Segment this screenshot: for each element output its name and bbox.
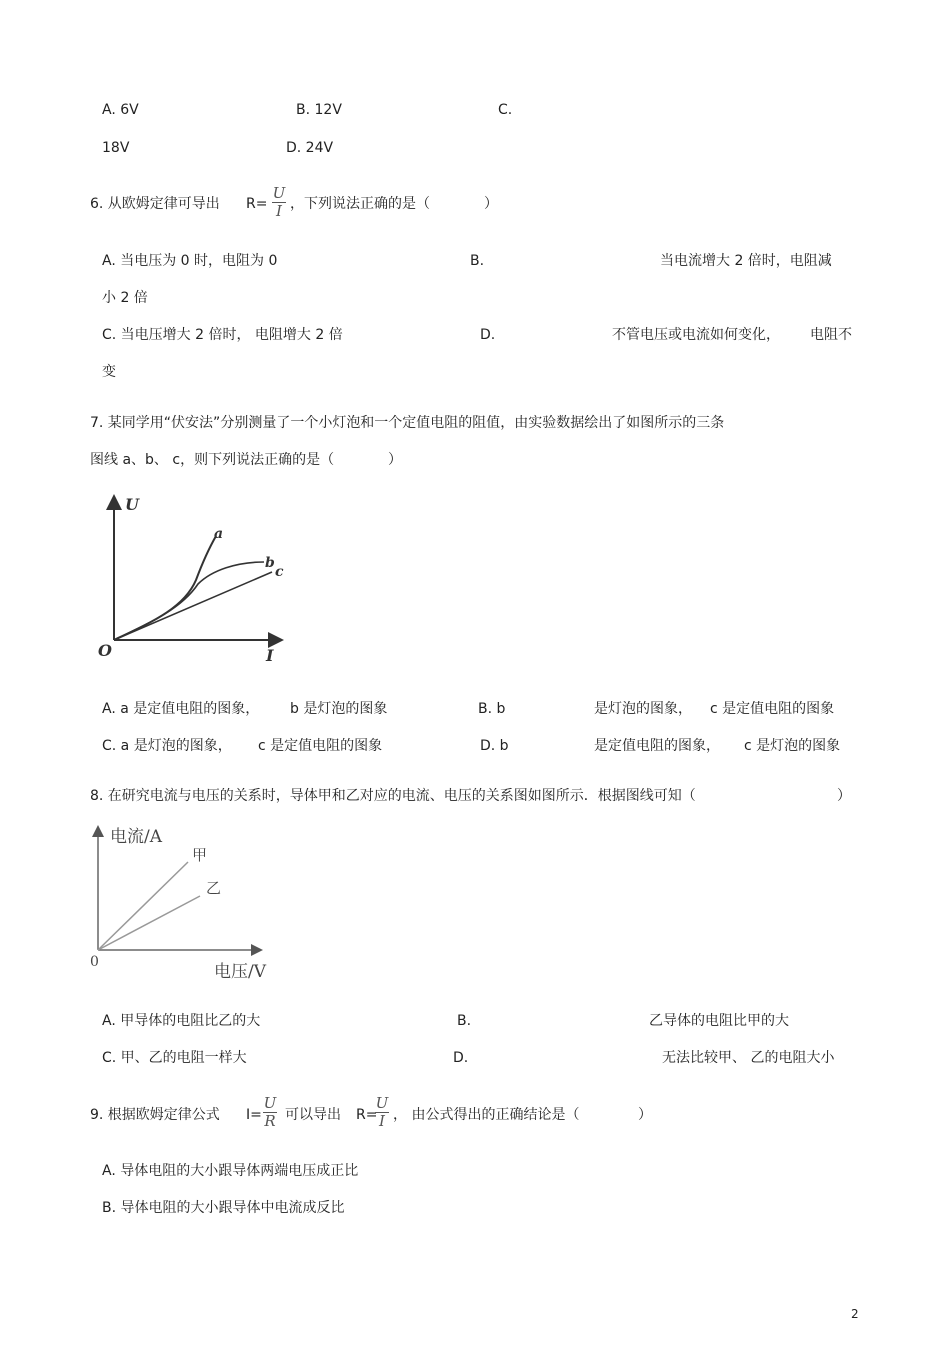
q8-option-c: C. 甲、乙的电阻一样大	[102, 1050, 247, 1066]
q8-y-axis-label: 电流/A	[110, 827, 163, 847]
q8-option-d-text: 无法比较甲、 乙的电阻大小	[662, 1050, 835, 1066]
q6-stem-suffix: ，下列说法正确的是（	[290, 196, 430, 212]
q6-stem-prefix: 6. 从欧姆定律可导出	[90, 196, 220, 212]
q8-option-b-text: 乙导体的电阻比甲的大	[649, 1013, 789, 1029]
q5-option-d: D. 24V	[286, 140, 334, 156]
q7-option-c: C. a 是灯泡的图象，	[102, 738, 232, 754]
q8-x-axis-label: 电压/V	[214, 962, 267, 982]
q7-option-d-part3: c 是灯泡的图象	[744, 738, 841, 754]
q8-line-yi	[98, 896, 200, 950]
q5-option-b: B. 12V	[296, 102, 342, 118]
q8-line-jia	[98, 862, 188, 950]
q7-option-a: A. a 是定值电阻的图象，	[102, 701, 260, 717]
q7-option-c-part2: c 是定值电阻的图象	[258, 738, 383, 754]
q8-origin-label: 0	[90, 954, 99, 970]
q9-fraction-2	[375, 1096, 389, 1129]
q6-fraction-denominator: I	[276, 202, 282, 220]
q6-paren-close: ）	[484, 196, 498, 212]
q9-stem-prefix: 9. 根据欧姆定律公式	[90, 1107, 220, 1123]
q8-option-d-letter: D.	[453, 1050, 469, 1066]
q6-option-a: A. 当电压为 0 时，电阻为 0	[102, 253, 278, 269]
q7-origin-label: O	[98, 641, 112, 660]
q7-line-c-label: c	[275, 564, 284, 580]
q9-stem-mid: 可以导出	[285, 1107, 341, 1123]
q6-formula-lhs: R=	[246, 196, 268, 212]
q7-curve-b	[114, 562, 264, 640]
q7-option-d-part2: 是定值电阻的图象，	[594, 738, 720, 754]
q7-y-axis-label: U	[125, 495, 139, 514]
q9-fraction-1	[263, 1096, 277, 1129]
q7-option-d: D. b	[480, 738, 509, 754]
q5-option-c: C.	[498, 102, 513, 118]
page-number: 2	[851, 1307, 859, 1321]
q9-option-a: A. 导体电阻的大小跟导体两端电压成正比	[102, 1163, 359, 1179]
q6-option-d-letter: D.	[480, 327, 496, 343]
q6-option-b-letter: B.	[470, 253, 485, 269]
q8-line-yi-label: 乙	[206, 879, 222, 897]
q6-option-d-text-end: 电阻不	[810, 327, 852, 343]
q6-fraction	[272, 186, 286, 219]
q9-fraction-2-denominator: I	[379, 1112, 385, 1130]
q6-option-d-text: 不管电压或电流如何变化，	[612, 327, 780, 343]
q9-fraction-1-denominator: R	[264, 1112, 276, 1130]
q7-curve-a	[114, 536, 216, 640]
q6-option-b-continued: 小 2 倍	[102, 290, 148, 306]
q7-x-axis-label: I	[266, 646, 274, 665]
q7-ui-graph	[92, 490, 302, 665]
q9-fraction-2-numerator: U	[375, 1094, 389, 1112]
q7-stem-line2: 图线 a、b、 c，则下列说法正确的是（	[90, 452, 335, 468]
q8-stem: 8. 在研究电流与电压的关系时，导体甲和乙对应的电流、电压的关系图如图所示．根据图线可知（	[90, 788, 696, 804]
q7-option-b: B. b	[478, 701, 506, 717]
q9-formula2-lhs: R=	[356, 1107, 378, 1123]
q7-option-b-part3: c 是定值电阻的图象	[710, 701, 835, 717]
q9-option-b: B. 导体电阻的大小跟导体中电流成反比	[102, 1200, 345, 1216]
q8-line-jia-label: 甲	[192, 846, 208, 864]
q5-option-a: A. 6V	[102, 102, 139, 118]
q8-ui-graph	[88, 820, 288, 985]
q6-fraction-numerator: U	[272, 184, 286, 202]
q8-option-b-letter: B.	[457, 1013, 472, 1029]
q9-formula1-lhs: I=	[246, 1107, 262, 1123]
q9-fraction-1-numerator: U	[263, 1094, 277, 1112]
q7-stem-line1: 7. 某同学用“伏安法”分别测量了一个小灯泡和一个定值电阻的阻值，由实验数据绘出了如图所示的三条	[90, 415, 725, 431]
q6-option-b-text: 当电流增大 2 倍时，电阻减	[660, 253, 832, 269]
q9-paren-close: ）	[638, 1107, 652, 1123]
q8-option-a: A. 甲导体的电阻比乙的大	[102, 1013, 261, 1029]
q5-option-c-value: 18V	[102, 140, 130, 156]
q7-option-b-part2: 是灯泡的图象，	[594, 701, 692, 717]
q6-option-d-continued: 变	[102, 364, 116, 380]
q7-curve-a-label: a	[214, 526, 224, 542]
q6-option-c: C. 当电压增大 2 倍时， 电阻增大 2 倍	[102, 327, 343, 343]
q8-paren-close: ）	[837, 788, 851, 804]
q7-option-a-part2: b 是灯泡的图象	[290, 701, 388, 717]
q7-line-c	[114, 572, 272, 640]
q7-paren-close: ）	[388, 452, 402, 468]
q7-curve-b-label: b	[265, 555, 275, 571]
q9-stem-suffix: ， 由公式得出的正确结论是（	[393, 1107, 580, 1123]
